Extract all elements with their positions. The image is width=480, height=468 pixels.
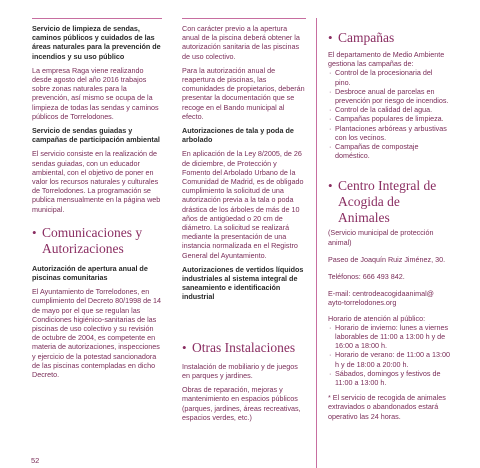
- text-phone: Teléfonos: 666 493 842.: [328, 272, 405, 282]
- email-link[interactable]: E-mail: centrodeacogidaanimal@ ayto-torrelodones.org: [328, 289, 434, 308]
- text-sendas-guiadas: El servicio consiste en la realización de sendas guiadas, con un educador ambiental, con el objetivo de poner en valor los recursos naturales y culturales de Torrelodones. La programación se publica mensualmente en la página web municipal.: [32, 149, 161, 214]
- text-address: Paseo de Joaquín Ruiz Jiménez, 30.: [328, 254, 446, 264]
- section-title-text: Otras Instalaciones: [192, 339, 296, 355]
- heading-vertidos: Autorizaciones de vertidos líquidos industriales al sistema integral de saneamiento e identificación industrial: [182, 264, 304, 302]
- list-item: · Horario de invierno: lunes a viernes laborables de 11:00 a 13:00 h y de 16:00 a 18:00 h.: [328, 323, 450, 351]
- text-note: * El servicio de recogida de animales extraviados o abandonados estará operativo las 24 horas.: [328, 393, 446, 421]
- section-title-campanas: [328, 30, 450, 46]
- page-number: 52: [31, 456, 40, 465]
- top-rule-left: [32, 18, 162, 19]
- text-hours-intro: Horario de atención al público:: [328, 313, 426, 323]
- bullet-icon: •: [328, 30, 333, 45]
- top-rule-right: [182, 18, 306, 19]
- list-item: · Horario de verano: de 11:00 a 13:00 h y de 18:00 a 20:00 h.: [328, 350, 450, 368]
- section-title-comunicaciones: [32, 225, 162, 257]
- text-reapertura: Para la autorización anual de reapertura de piscinas, las comunidades de propietarios, deberán presentar la documentación que se recoge en el Bando municipal al efecto.: [182, 65, 305, 121]
- text-piscinas: El Ayuntamiento de Torrelodones, en cumplimiento del Decreto 80/1998 de 14 de mayo por el que se regulan las Condiciones higiénico-sanitarias de las piscinas de uso colectivo y su revisión de octubre de 2004, es competente en materia de autorizaciones, inspecciones y ejercicio de la potestad sancionadora de las piscinas contempladas en dicho Decreto.: [32, 287, 162, 380]
- text-obras: Obras de reparación, mejoras y mantenimiento en espacios públicos (parques, jardines, áreas recreativas, espacios verdes, etc.): [182, 385, 301, 422]
- text-limpieza-sendas: La empresa Raga viene realizando desde agosto del año 2016 trabajos sobre zonas naturales para la prevención, así mismo se ocupa de la limpieza de todas las sendas y caminos públicos de Torrelodones.: [32, 65, 159, 121]
- bullet-icon: •: [328, 178, 333, 194]
- heading-sendas-guiadas: Servicio de sendas guiadas y campañas de participación ambiental: [32, 126, 160, 145]
- heading-limpieza-sendas: Servicio de limpieza de sendas, caminos públicos y cuidados de las áreas naturales para la prevención de incendios y su uso público: [32, 24, 161, 61]
- section-title-otras: [182, 340, 306, 356]
- section-title-text: Campañas: [338, 30, 395, 45]
- list-item: · Campañas de compostaje doméstico.: [328, 142, 450, 160]
- list-item: · Desbroce anual de parcelas en prevención por riesgo de incendios.: [328, 87, 450, 105]
- text-tala-poda: En aplicación de la Ley 8/2005, de 26 de diciembre, de Protección y Fomento del Arbolado Urbano de la Comunidad de Madrid, es de obligado cumplimiento la solicitud de una autorización previa a la tala o poda drástica de los árboles de más de 10 años de antigüedad o 20 cm de diámetro. La solicitud se realizará mediante la presentación de una instancia normalizada en el Registro General del Ayuntamiento.: [182, 149, 304, 260]
- column-1: [32, 24, 162, 379]
- heading-tala-poda: Autorizaciones de tala y poda de arbolado: [182, 126, 294, 145]
- text-campanas-intro: El departamento de Medio Ambiente gestiona las campañas de:: [328, 50, 445, 69]
- section-title-text: Comunicaciones y Autorizaciones: [42, 224, 143, 256]
- list-item: · Sábados, domingos y festivos de 11:00 a 13:00 h.: [328, 369, 450, 387]
- bullet-icon: •: [32, 224, 37, 240]
- text-mobiliario: Instalación de mobiliario y de juegos en parques y jardines.: [182, 361, 298, 380]
- column-2: [182, 24, 306, 422]
- column-divider: [316, 18, 317, 468]
- column-3: [328, 30, 450, 421]
- list-item: · Plantaciones arbóreas y arbustivas con los vecinos.: [328, 124, 450, 142]
- section-otras-instalaciones: [182, 340, 306, 356]
- list-item: · Control de la procesionaria del pino.: [328, 68, 450, 86]
- heading-piscinas: Autorización de apertura anual de piscinas comunitarias: [32, 263, 148, 283]
- hours-list: [328, 323, 450, 387]
- list-item: · Control de la calidad del agua.: [328, 105, 450, 114]
- list-item: · Campañas populares de limpieza.: [328, 114, 450, 123]
- section-title-centro: [328, 178, 450, 226]
- text-apertura: Con carácter previo a la apertura anual de la piscina deberá obtener la autorización sanitaria de las piscinas de uso colectivo.: [182, 24, 300, 61]
- section-title-text: Centro Integral de Acogida de Animales: [338, 178, 437, 226]
- campanas-list: [328, 68, 450, 160]
- bullet-icon: •: [182, 339, 187, 355]
- text-centro-subtitle: (Servicio municipal de protección animal): [328, 228, 434, 247]
- section-comunicaciones: [32, 225, 162, 257]
